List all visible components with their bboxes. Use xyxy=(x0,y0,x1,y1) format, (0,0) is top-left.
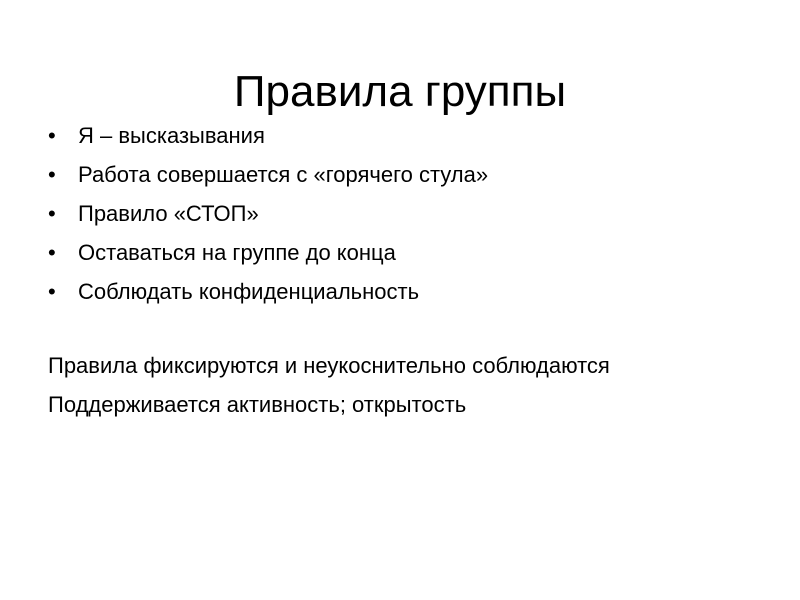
bullet-icon: • xyxy=(48,123,56,148)
list-item xyxy=(48,116,488,155)
note-line: Поддерживается активность; открытость xyxy=(48,392,467,417)
bullet-list xyxy=(48,116,488,311)
bullet-icon: • xyxy=(48,279,56,304)
slide-title: Правила группы xyxy=(233,67,567,116)
bullet-text: Оставаться на группе до конца xyxy=(78,240,396,265)
bullet-text: Работа совершается с «горячего стула» xyxy=(78,162,489,187)
bullet-text: Соблюдать конфиденциальность xyxy=(78,279,420,304)
bullet-icon: • xyxy=(48,240,56,265)
list-item xyxy=(48,233,488,272)
list-item xyxy=(48,272,488,311)
bullet-text: Правило «СТОП» xyxy=(78,201,259,226)
list-item xyxy=(48,155,488,194)
bullet-icon: • xyxy=(48,201,56,226)
list-item xyxy=(48,194,488,233)
note-line: Правила фиксируются и неукоснительно соблюдаются xyxy=(48,353,610,378)
notes-block xyxy=(48,346,610,424)
bullet-text: Я – высказывания xyxy=(78,123,265,148)
bullet-icon: • xyxy=(48,162,56,187)
